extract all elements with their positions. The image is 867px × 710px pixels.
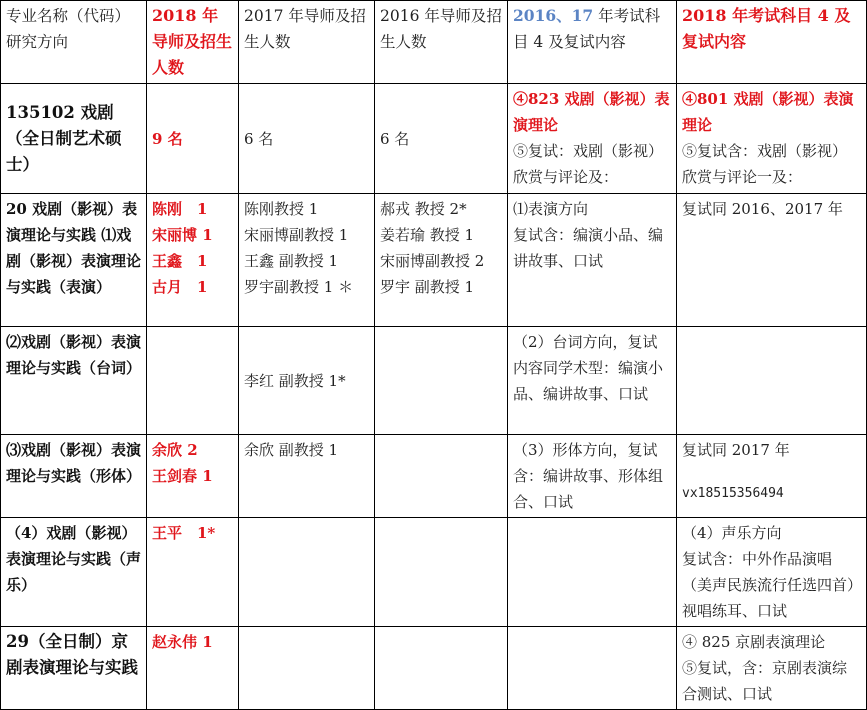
header-row (1, 1, 867, 84)
exam1617-cell (508, 627, 677, 710)
exam2018-cell: ④ 825 京剧表演理论 ⑤复试，含：京剧表演综合测试、口试 (677, 627, 867, 710)
table-row (1, 518, 867, 627)
table-row (1, 627, 867, 710)
sup2016-cell (375, 327, 508, 435)
table-row (1, 194, 867, 327)
header-exam-rest: 年考试科目 4 及复试内容 (513, 7, 661, 51)
contact-note: vx18515356494 (682, 486, 784, 501)
table-row (1, 435, 867, 518)
exam1617-cell (508, 84, 677, 194)
table-row (1, 327, 867, 435)
exam2018-cell (677, 327, 867, 435)
exam2018-cell: 复试同 2016、2017 年 (677, 194, 867, 327)
major-cell: 135102 戏剧（全日制艺术硕士） (1, 84, 147, 194)
exam2018-cell (677, 84, 867, 194)
major-cell: 29（全日制）京剧表演理论与实践 (1, 627, 147, 710)
major-cell: ⑶戏剧（影视）表演理论与实践（形体） (1, 435, 147, 518)
header-2016-supervisors: 2016 年导师及招生人数 (375, 1, 508, 84)
sup2018-cell: 余欣 2 王剑春 1 (147, 435, 239, 518)
exam-subject: ④823 戏剧（影视）表演理论 (513, 90, 670, 134)
sup2018-cell: 赵永伟 1 (147, 627, 239, 710)
exam-retest: ⑤复试含：戏剧（影视）欣赏与评论一及： (682, 142, 848, 186)
exam-retest: ⑤复试：戏剧（影视）欣赏与评论及： (513, 142, 664, 186)
header-2018-supervisors: 2018 年导师及招生人数 (147, 1, 239, 84)
header-2017-supervisors: 2017 年导师及招生人数 (239, 1, 375, 84)
sup2018-cell (147, 327, 239, 435)
sup2018-cell: 陈刚 1 宋丽博 1 王鑫 1 古月 1 (147, 194, 239, 327)
major-cell: （4）戏剧（影视）表演理论与实践（声乐） (1, 518, 147, 627)
sup2017-cell: 李红 副教授 1* (239, 327, 375, 435)
sup2017-cell: 6 名 (239, 84, 375, 194)
table-row (1, 84, 867, 194)
exam2018-cell: （4）声乐方向 复试含：中外作品演唱（美声民族流行任选四首）视唱练耳、口试 (677, 518, 867, 627)
sup2018-cell: 王平 1* (147, 518, 239, 627)
exam2018-cell (677, 435, 867, 518)
sup2016-cell (375, 627, 508, 710)
sup2016-cell (375, 435, 508, 518)
sup2017-cell: 陈刚教授 1 宋丽博副教授 1 王鑫 副教授 1 罗宇副教授 1 ＊ (239, 194, 375, 327)
header-exam-years: 2016、17 (513, 6, 594, 25)
sup2016-cell: 6 名 (375, 84, 508, 194)
exam-subject: ④801 戏剧（影视）表演理论 (682, 90, 854, 134)
sup2016-cell: 郝戎 教授 2* 姜若瑜 教授 1 宋丽博副教授 2 罗宇 副教授 1 (375, 194, 508, 327)
exam1617-cell: ⑴表演方向 复试含：编演小品、编讲故事、口试 (508, 194, 677, 327)
exam1617-cell: （3）形体方向，复试含：编讲故事、形体组合、口试 (508, 435, 677, 518)
exam1617-cell: （2）台词方向，复试内容同学术型：编演小品、编讲故事、口试 (508, 327, 677, 435)
sup2017-cell: 余欣 副教授 1 (239, 435, 375, 518)
header-major: 专业名称（代码）研究方向 (1, 1, 147, 84)
exam-retest: 复试同 2017 年 (682, 441, 790, 459)
major-cell: ⑵戏剧（影视）表演理论与实践（台词） (1, 327, 147, 435)
header-2018-exam: 2018 年考试科目 4 及复试内容 (677, 1, 867, 84)
header-2016-2017-exam (508, 1, 677, 84)
sup2016-cell (375, 518, 508, 627)
sup2017-cell (239, 627, 375, 710)
sup2017-cell (239, 518, 375, 627)
exam1617-cell (508, 518, 677, 627)
major-cell: 20 戏剧（影视）表演理论与实践 ⑴戏剧（影视）表演理论与实践（表演） (1, 194, 147, 327)
sup2018-cell: 9 名 (147, 84, 239, 194)
